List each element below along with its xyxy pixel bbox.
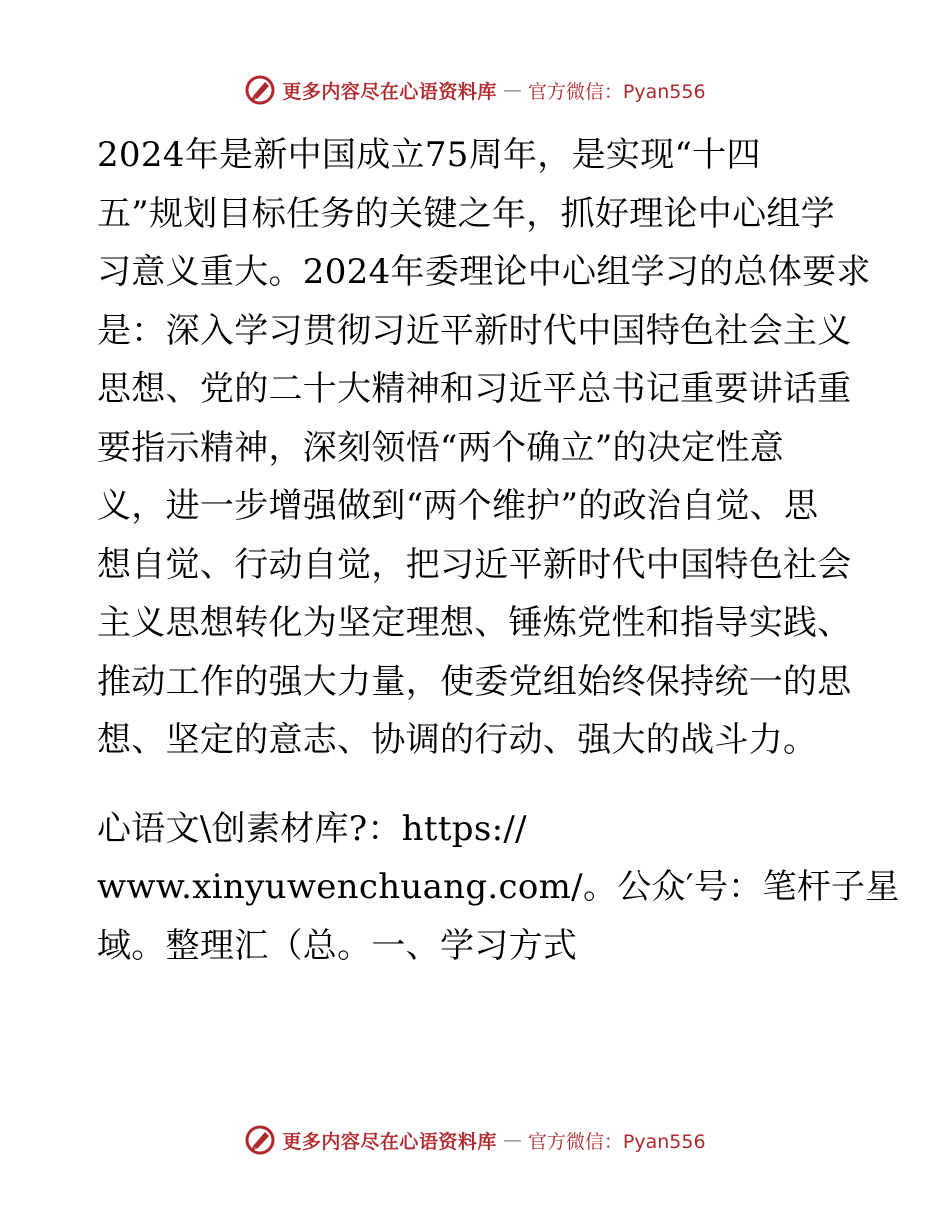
text-line: 习意义重大。2024年委理论中心组学习的总体要求: [97, 252, 871, 292]
pen-logo-icon: [244, 1124, 276, 1156]
footer-banner: [0, 1120, 950, 1160]
text-line: 五”规划目标任务的关键之年，抓好理论中心组学: [97, 193, 835, 234]
text-line: 是：深入学习贯彻习近平新时代中国特色社会主义: [97, 310, 852, 351]
text-line: 推动工作的强大力量，使委党组始终保持统一的思: [97, 661, 852, 702]
header-banner-separator: —: [502, 79, 522, 101]
pen-logo-icon: [244, 74, 276, 106]
text-line: 想、坚定的意志、协调的行动、强大的战斗力。: [97, 720, 818, 760]
footer-banner-wechat: 官方微信：Pyan556: [527, 1130, 706, 1153]
text-line: 主义思想转化为坚定理想、锤炼党性和指导实践、: [97, 603, 852, 643]
text-line: 要指示精神，深刻领悟“两个确立”的决定性意: [97, 427, 785, 468]
paragraph-intro: [97, 126, 871, 770]
text-line: 2024年是新中国成立75周年，是实现“十四: [97, 135, 761, 175]
text-line: 思想、党的二十大精神和习近平总书记重要讲话重: [97, 369, 852, 409]
text-line: www.xinyuwenchuang.com/。公众′号：笔杆子星: [97, 867, 900, 907]
footer-banner-separator: —: [502, 1129, 522, 1151]
text-line: 想自觉、行动自觉，把习近平新时代中国特色社会: [97, 544, 852, 585]
text-line: 域。整理汇（总。一、学习方式: [97, 925, 578, 966]
header-banner-text: 更多内容尽在心语资料库: [282, 80, 497, 103]
text-line: 心语文\创素材库?：https://: [97, 808, 527, 849]
footer-banner-text: 更多内容尽在心语资料库: [282, 1130, 497, 1153]
document-body: [97, 126, 900, 975]
text-line: 义，进一步增强做到“两个维护”的政治自觉、思: [97, 486, 819, 526]
paragraph-source: [97, 800, 900, 976]
header-banner: [0, 70, 950, 110]
header-banner-wechat: 官方微信：Pyan556: [527, 80, 706, 103]
